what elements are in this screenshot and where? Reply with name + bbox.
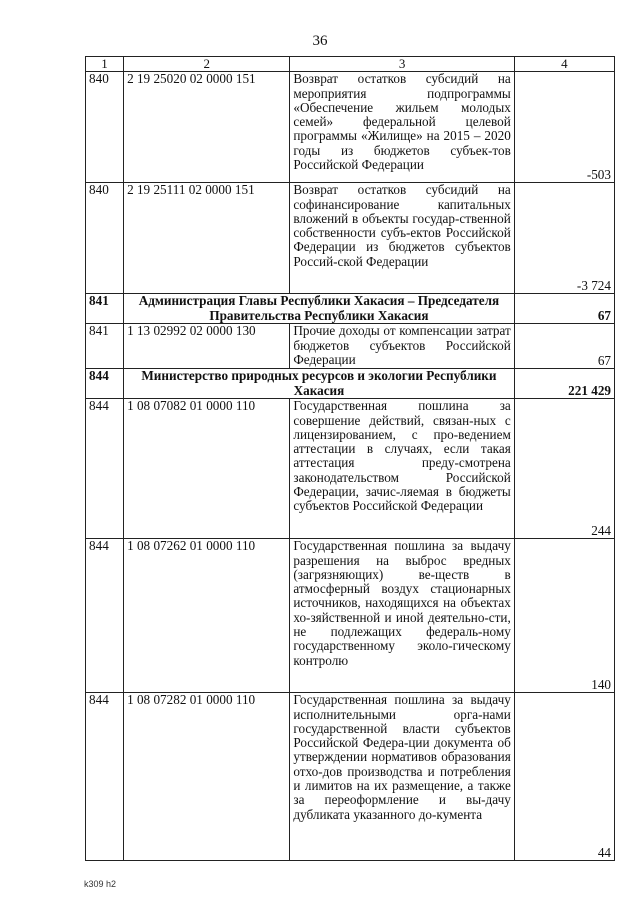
- income-description: Государственная пошлина за совершение действий, связан-ных с лицензированием, с про-ведением аттестации в случаях, если такая аттестация преду-смотрена законодательством Российской Федерации, зачис-ляемая в бюджеты субъектов Российской Федерации: [290, 399, 514, 539]
- admin-code: 844: [86, 693, 124, 861]
- budget-classification-code: 1 08 07082 01 0000 110: [124, 399, 290, 539]
- admin-code: 841: [86, 324, 124, 369]
- budget-classification-code: 2 19 25020 02 0000 151: [124, 72, 290, 183]
- admin-code: 840: [86, 183, 124, 294]
- budget-classification-code: 1 13 02992 02 0000 130: [124, 324, 290, 369]
- admin-code: 841: [86, 294, 124, 324]
- income-description: Государственная пошлина за выдачу разрешения на выброс вредных (загрязняющих) ве-ществ в атмосферный воздух стационарных источников, находящихся на объектах хо-зяйственной и иной деятельно-сти, не подлежащих федераль-ному государственному эколо-гическому контролю: [290, 539, 514, 693]
- admin-code: 844: [86, 369, 124, 399]
- organization-name: Администрация Главы Республики Хакасия – Председателя Правительства Республики Хакасия: [124, 294, 515, 324]
- table-header-row: [86, 57, 615, 72]
- income-description: Прочие доходы от компенсации затрат бюджетов субъектов Российской Федерации: [290, 324, 514, 369]
- organization-row: [86, 294, 615, 324]
- amount: 140: [514, 539, 614, 693]
- budget-classification-code: 1 08 07282 01 0000 110: [124, 693, 290, 861]
- organization-total: 67: [514, 294, 614, 324]
- amount: 44: [514, 693, 614, 861]
- organization-total: 221 429: [514, 369, 614, 399]
- budget-table: [85, 56, 615, 861]
- amount: -3 724: [514, 183, 614, 294]
- admin-code: 844: [86, 399, 124, 539]
- page-number: 36: [312, 33, 328, 49]
- organization-name: Министерство природных ресурсов и экологии Республики Хакасия: [124, 369, 515, 399]
- column-header-4: 4: [514, 57, 614, 72]
- column-header-3: 3: [290, 57, 514, 72]
- income-description: Возврат остатков субсидий на софинансирование капитальных вложений в объекты государ-ственной собственности субъ-ектов Российской Федерации из бюджетов субъектов Россий-ской Федерации: [290, 183, 514, 294]
- amount: -503: [514, 72, 614, 183]
- table-row: [86, 183, 615, 294]
- table-row: [86, 693, 615, 861]
- table-row: [86, 324, 615, 369]
- column-header-1: 1: [86, 57, 124, 72]
- admin-code: 844: [86, 539, 124, 693]
- organization-row: [86, 369, 615, 399]
- budget-classification-code: 2 19 25111 02 0000 151: [124, 183, 290, 294]
- table-row: [86, 399, 615, 539]
- column-header-2: 2: [124, 57, 290, 72]
- amount: 67: [514, 324, 614, 369]
- income-description: Государственная пошлина за выдачу исполнительными орга-нами государственной власти субъектов Российской Федера-ции документа об утверждении нормативов образования отхо-дов производства и потребления и лимитов на их размещение, а также за переоформление и вы-дачу дубликата указанного до-кумента: [290, 693, 514, 861]
- budget-classification-code: 1 08 07262 01 0000 110: [124, 539, 290, 693]
- table-row: [86, 72, 615, 183]
- admin-code: 840: [86, 72, 124, 183]
- footer-mark: k309 h2: [84, 879, 117, 889]
- table-row: [86, 539, 615, 693]
- income-description: Возврат остатков субсидий на мероприятия подпрограммы «Обеспечение жильем молодых семей» федеральной целевой программы «Жилище» на 2015 – 2020 годы из бюджетов субъек-тов Российской Федерации: [290, 72, 514, 183]
- amount: 244: [514, 399, 614, 539]
